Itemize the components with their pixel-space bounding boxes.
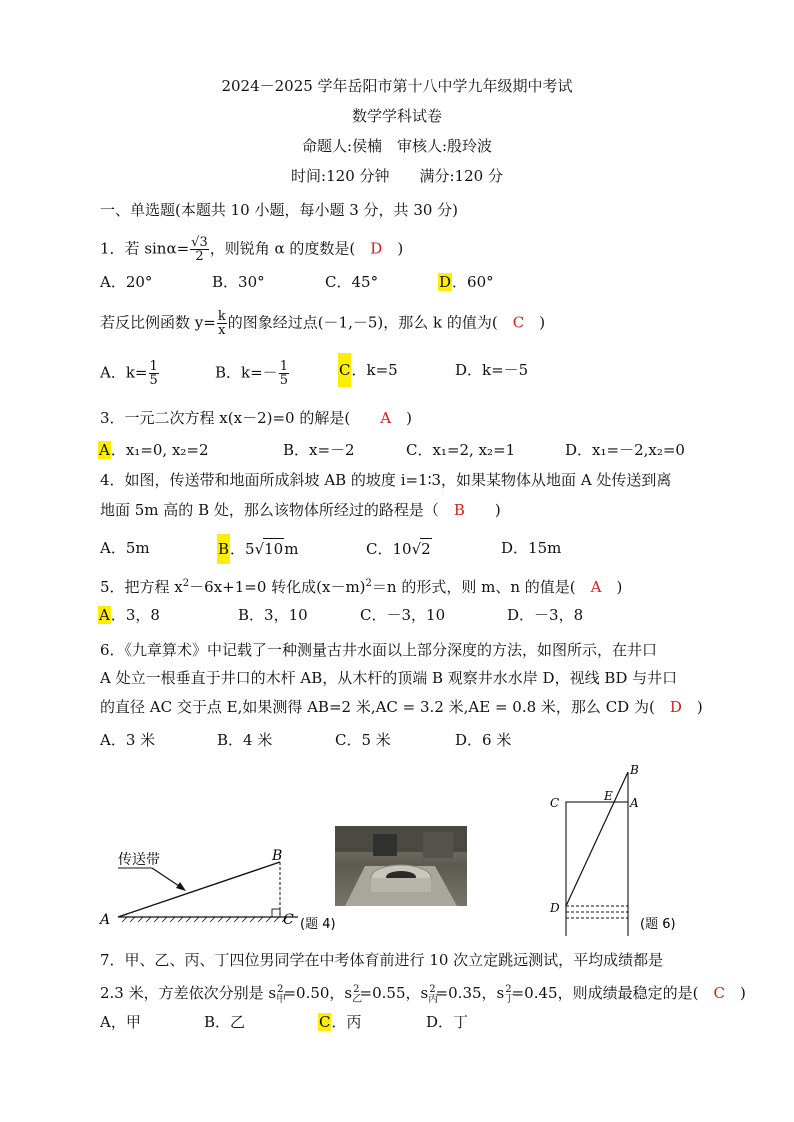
- section-heading: 一、单选题(本题共 10 小题，每小题 3 分，共 30 分): [100, 201, 459, 219]
- point-c-label: C: [283, 912, 294, 928]
- option-d: D．6 米: [455, 731, 512, 749]
- answer-2: C: [512, 313, 525, 332]
- answer-3: A: [380, 409, 392, 427]
- option-d: D．x₁=－2,x₂=0: [565, 441, 685, 459]
- question-6-line2: A 处立一根垂直于井口的木杆 AB，从木杆的顶端 B 观察井水水岸 D，视线 BD 与井口: [100, 669, 678, 687]
- belt-label: 传送带: [118, 852, 160, 868]
- ancient-well-photo-drawing: [335, 826, 467, 906]
- option-c: C．x₁=2, x₂=1: [406, 441, 516, 459]
- option-c: C．丙: [319, 1013, 362, 1031]
- option-c: C．10√2: [366, 540, 431, 558]
- option-b: B．4 米: [217, 731, 273, 749]
- answer-7: C: [713, 984, 725, 1002]
- sightline-bd: [566, 772, 628, 906]
- figure-6-caption: (题 6): [640, 917, 676, 932]
- well-rect: [566, 802, 628, 936]
- exam-subtitle: 数学学科试卷: [351, 107, 442, 125]
- option-b: B．乙: [204, 1013, 246, 1031]
- point-a-label: A: [100, 912, 111, 928]
- question-6-line1: 6．《九章算术》中记载了一种测量古井水面以上部分深度的方法，如图所示，在井口: [100, 641, 658, 659]
- belt-arrowhead: [176, 882, 186, 891]
- question-1: 1．若 sinα= $\frac{√3}{2}$ ，则锐角 α 的度数是( D ): [100, 235, 404, 264]
- question-2: 若反比例函数 y= $\frac{k}{x}$ 的图象经过点(－1,－5)，那么 k 的值为( C ): [100, 309, 546, 338]
- option-a: A．3，8: [99, 606, 160, 624]
- option-b: B．3，10: [238, 606, 308, 624]
- figure-4-caption: (题 4): [300, 917, 336, 930]
- option-c: C．5 米: [335, 731, 391, 749]
- point-d-label: D: [550, 901, 560, 915]
- question-3: 3．一元二次方程 x(x－2)=0 的解是( A ): [100, 409, 412, 427]
- point-c-label: C: [550, 796, 560, 810]
- point-b-label: B: [630, 763, 639, 777]
- exam-authors: 命题人:侯楠 审核人:殷玲波: [301, 137, 493, 155]
- option-a: A，甲: [100, 1013, 141, 1031]
- answer-4: B: [453, 501, 465, 519]
- question-4-line1: 4．如图，传送带和地面所成斜坡 AB 的坡度 i=1∶3，如果某物体从地面 A 处传送到离: [100, 471, 672, 489]
- option-a: A．5m: [100, 539, 150, 557]
- figure-4-conveyor: [90, 840, 340, 930]
- point-a-label: A: [630, 796, 639, 810]
- question-5: 5．把方程 $x^2-6x+1=0$ 转化成$(x-m)^2=n$ 的形式，则 m、n 的值是( A ): [100, 578, 623, 596]
- option-a: A．x₁=0, x₂=2: [99, 441, 209, 459]
- option-d: D．15m: [501, 539, 562, 557]
- figure-6-well: [540, 760, 700, 936]
- question-4-line2: 地面 5m 高的 B 处，那么该物体所经过的路程是（ B ): [100, 501, 501, 519]
- answer-6: D: [669, 698, 682, 716]
- option-c: C．k=5: [338, 360, 398, 380]
- option-d: D．－3，8: [507, 606, 584, 624]
- option-b: B．k=－ $\frac{1}{5}$: [215, 359, 288, 388]
- question-7-line2: 2.3 米，方差依次分别是 $s_甲^2=0.50$，$s_乙^2=0.55$，$s_丙^2=0.35$，$s_丁^2=0.45$，则成绩最稳定的是( C ): [100, 984, 746, 1005]
- option-d: D．k=－5: [455, 361, 529, 379]
- answer-5: A: [590, 578, 602, 596]
- question-7-line1: 7．甲、乙、丙、丁四位男同学在中考体育前进行 10 次立定跳远测试，平均成绩都是: [100, 951, 664, 969]
- slope-ab: [118, 862, 280, 917]
- right-angle-mark: [272, 909, 280, 917]
- belt-arrow: [152, 868, 182, 888]
- question-6-line3: 的直径 AC 交于点 E,如果测得 AB=2 米,AC = 3.2 米,AE = 0.8 米，那么 CD 为( D ): [100, 698, 703, 716]
- option-a: A．3 米: [100, 731, 156, 749]
- exam-title: 2024－2025 学年岳阳市第十八中学九年级期中考试: [221, 77, 573, 95]
- option-a: A．20°: [100, 273, 153, 291]
- option-d: D．60°: [439, 273, 494, 291]
- ground-hatch: [122, 917, 287, 922]
- option-c: C．－3，10: [360, 606, 446, 624]
- exam-time-score: 时间:120 分钟 满分:120 分: [291, 167, 503, 185]
- point-b-label: B: [272, 848, 283, 864]
- option-d: D．丁: [426, 1013, 469, 1031]
- ancient-well-photo: [335, 826, 467, 906]
- option-b: B．x=－2: [283, 441, 355, 459]
- option-c: C．45°: [325, 273, 379, 291]
- option-b: B．30°: [212, 273, 265, 291]
- option-a: A．k= $\frac{1}{5}$: [100, 359, 158, 388]
- answer-1: D: [370, 239, 383, 258]
- option-b: B．5√10m: [217, 538, 298, 559]
- point-e-label: E: [604, 789, 613, 803]
